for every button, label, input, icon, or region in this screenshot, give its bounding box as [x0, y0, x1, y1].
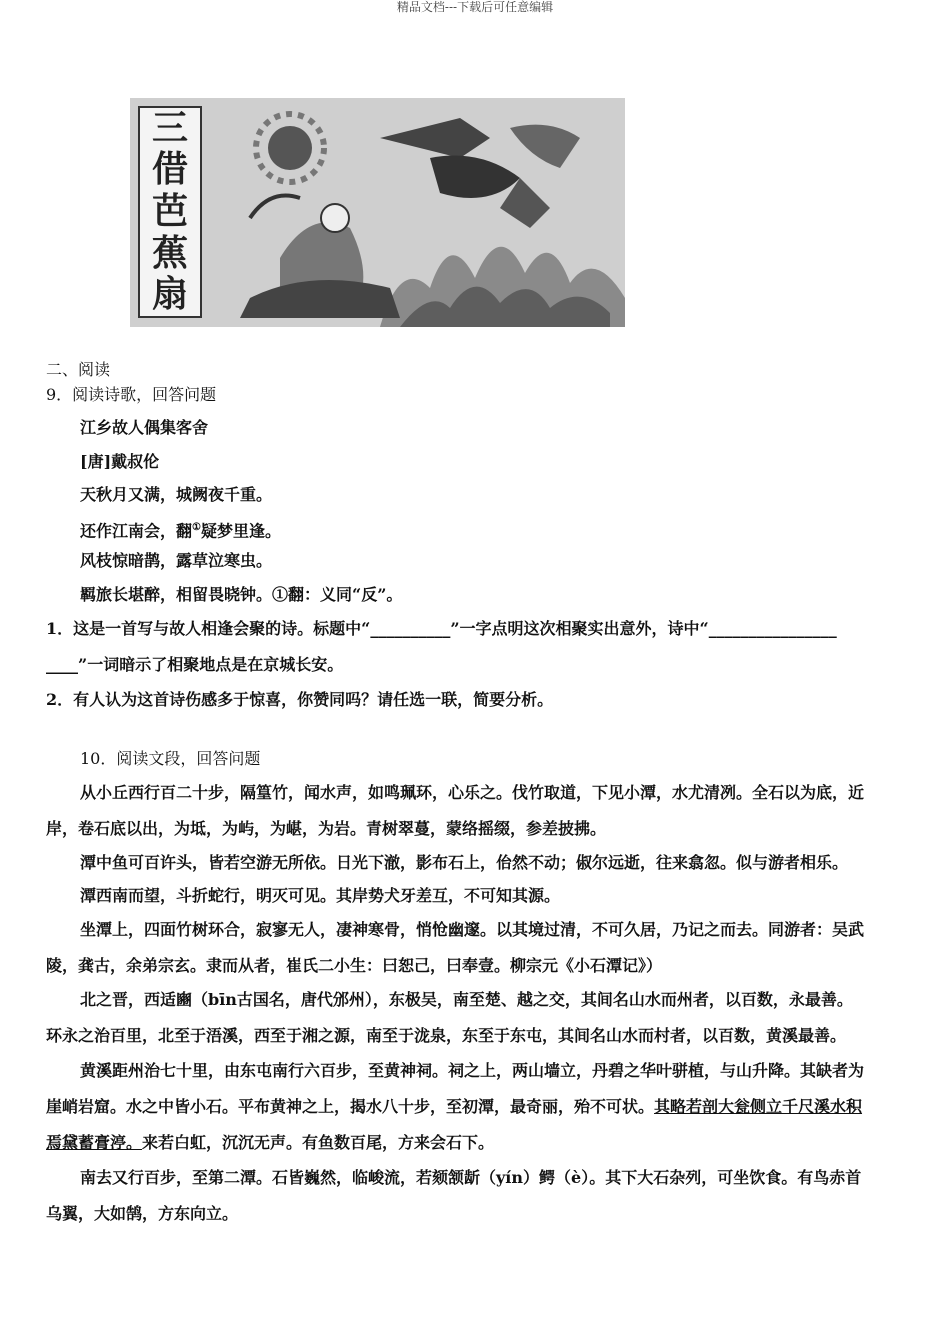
title-char: 借: [151, 149, 188, 191]
passage-paragraph: 北之晋，西适豳（bīn古国名，唐代邠州），东极吴，南至楚、越之交，其间名山水而州者，以百数，永最善。: [80, 990, 853, 1009]
illustration-title-box: [138, 106, 202, 318]
passage-paragraph: 潭西南而望，斗折蛇行，明灭可见。其岸势犬牙差互，不可知其源。: [80, 886, 561, 905]
poem-line: 羁旅长堪醉，相留畏晓钟。①翻：义同“反”。: [80, 585, 403, 604]
poem-title: 江乡故人偶集客舍: [80, 418, 209, 437]
title-char: 蕉: [151, 232, 188, 274]
passage-paragraph: 黄溪距州治七十里，由东屯南行六百步，至黄神祠。祠之上，两山墙立，丹碧之华叶骈植，与山升降。其缺者为: [80, 1061, 865, 1080]
watermark-header: 精品文档---下载后可任意编辑: [396, 0, 554, 14]
sub-question-1-cont: ____”一词暗示了相聚地点是在京城长安。: [46, 655, 344, 674]
passage-paragraph-cont: 环永之治百里，北至于浯溪，西至于湘之源，南至于泷泉，东至于东屯，其间名山水而村者，以百数，黄溪最善。: [46, 1026, 847, 1045]
underlined-sentence: 其略若剖大瓮侧立千尺溪水积: [654, 1097, 863, 1116]
sub-question-2: 2．有人认为这首诗伤感多于惊喜，你赞同吗？请任选一联，简要分析。: [46, 690, 554, 709]
passage-paragraph: 潭中鱼可百许头，皆若空游无所依。日光下澈，影布石上，佁然不动；俶尔远逝，往来翕忽。似与游者相乐。: [80, 853, 849, 872]
title-char: 三: [151, 107, 188, 149]
passage-text: 来若白虹，沉沉无声。有鱼数百尾，方来会石下。: [142, 1133, 495, 1152]
passage-paragraph-cont: 乌翼，大如鹄，方东向立。: [46, 1204, 239, 1223]
passage-paragraph: 坐潭上，四面竹树环合，寂寥无人，凄神寒骨，悄怆幽邃。以其境过清，不可久居，乃记之而去。同游者：吴武: [80, 920, 865, 939]
underlined-sentence: 焉黛蓄膏渟。: [46, 1133, 143, 1152]
poem-line: 天秋月又满，城阙夜千重。: [80, 485, 273, 504]
title-char: 扇: [151, 274, 188, 316]
title-char: 芭: [151, 190, 188, 232]
passage-paragraph-cont: 岸，卷石底以出，为坻，为屿，为嵁，为岩。青树翠蔓，蒙络摇缀，参差披拂。: [46, 819, 607, 838]
poem-line-part: 疑梦里逢。: [200, 521, 281, 541]
illustration-drawing: [130, 98, 625, 327]
passage-paragraph-cont: [46, 1133, 494, 1153]
passage-text: 崖峭岩窟。水之中皆小石。平布黄神之上，揭水八十步，至初潭，最奇丽，殆不可状。: [46, 1097, 655, 1116]
poem-line: 风枝惊暗鹊，露草泣寒虫。: [80, 551, 273, 570]
passage-paragraph-cont: 陵，龚古，余弟宗玄。隶而从者，崔氏二小生：曰恕己，曰奉壹。柳宗元《小石潭记》）: [46, 956, 663, 975]
illustration-image: [130, 98, 625, 327]
question-9-heading: 9．阅读诗歌，回答问题: [46, 385, 217, 404]
poem-line-part: 还作江南会，翻: [80, 521, 193, 541]
sub-question-1: 1．这是一首写与故人相逢会聚的诗。标题中“__________”一字点明这次相聚实出意外，诗中“________________: [46, 619, 837, 638]
question-10-heading: 10．阅读文段，回答问题: [80, 749, 261, 768]
passage-paragraph: 南去又行百步，至第二潭。石皆巍然，临峻流，若颏颔龂（yín）鳄（è）。其下大石杂列，可坐饮食。有鸟赤首: [80, 1168, 862, 1187]
poem-line: [80, 518, 281, 541]
section-title: 二、阅读: [46, 360, 111, 379]
passage-paragraph: 从小丘西行百二十步，隔篁竹，闻水声，如鸣珮环，心乐之。伐竹取道，下见小潭，水尤清冽。全石以为底，近: [80, 783, 865, 802]
passage-paragraph-cont: [46, 1097, 862, 1117]
footnote-marker: ①: [192, 522, 201, 533]
poem-author: [唐]戴叔伦: [80, 452, 160, 471]
